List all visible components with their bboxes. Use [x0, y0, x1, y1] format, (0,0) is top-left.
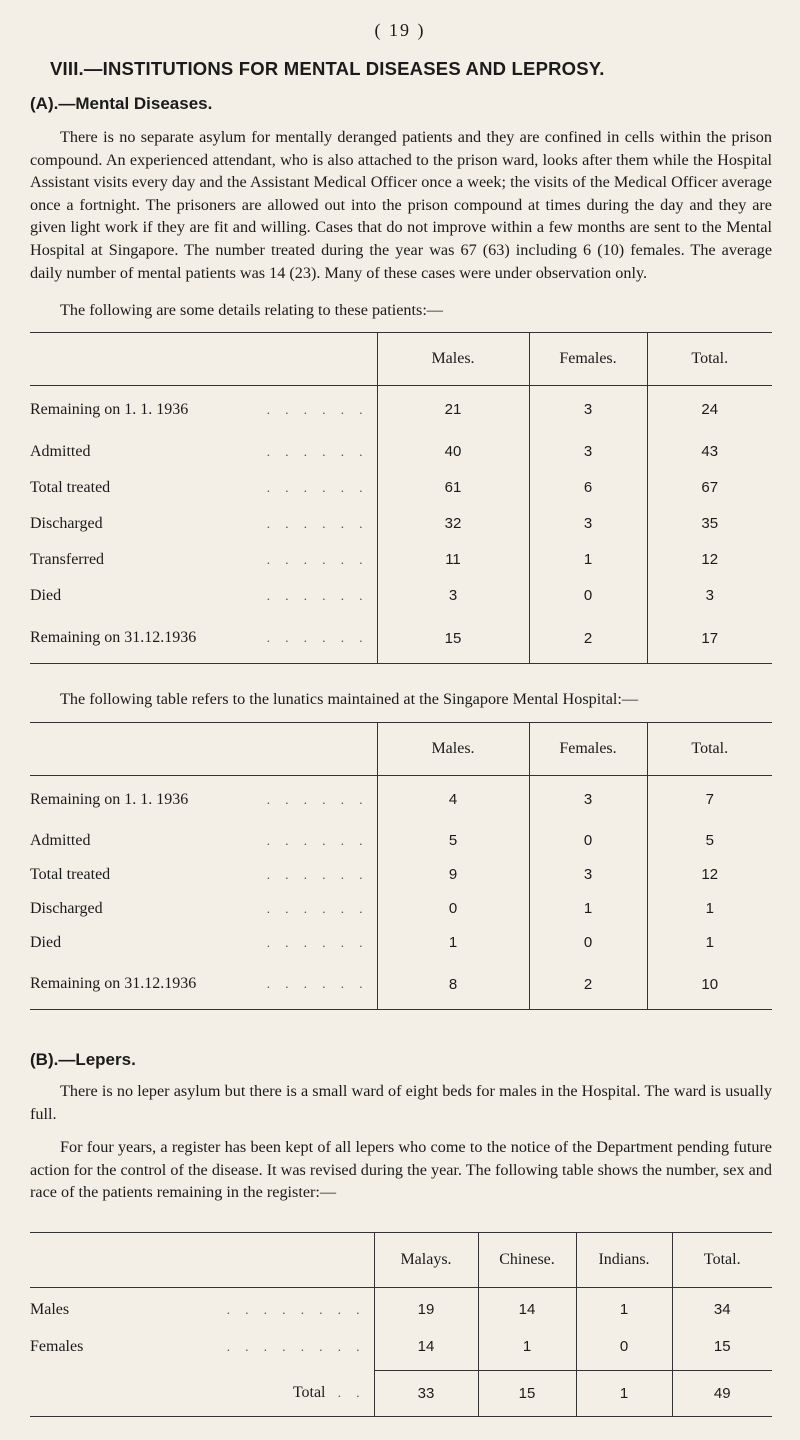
table-row	[30, 1332, 772, 1362]
row-label: Discharged . . . . . .	[30, 899, 369, 917]
table-row	[30, 960, 772, 1010]
cell-chinese: 15	[478, 1370, 576, 1416]
row-label: Remaining on 31.12.1936 . . . . . .	[30, 614, 377, 664]
header-blank	[30, 333, 377, 386]
row-label: Discharged . . . . . .	[30, 514, 369, 532]
cell-total: 49	[672, 1370, 772, 1416]
mental-diseases-paragraph: There is no separate asylum for mentally deranged patients and they are confined in cells within the prison compound. An experienced attendant, who is also attached to the prison ward, looks after them while the Hospital Assistant visits every day and the Assistant Medical Officer once a week; the visits of the Medical Officer average once a fortnight. The prisoners are allowed out into the prison compound at times during the day and they are given light work if they are fit and willing. Cases that do not improve within a few months are sent to the Mental Hospital at Singapore. The number treated during the year was 67 (63) including 6 (10) females. The average daily number of mental patients was 14 (23). Many of these cases were under observation only.	[30, 128, 772, 282]
row-label: Transferred . . . . . .	[30, 550, 369, 568]
cell-total: 1	[647, 926, 772, 960]
cell-females: 3	[529, 776, 647, 824]
table2-intro: The following table refers to the lunatics maintained at the Singapore Mental Hospital:—	[60, 690, 639, 708]
cell-indians: 1	[576, 1288, 672, 1332]
cell-total: 5	[647, 824, 772, 858]
cell-malays: 14	[374, 1332, 478, 1362]
cell-total: 12	[647, 858, 772, 892]
column-header: Males.	[377, 723, 529, 776]
cell-total: 35	[647, 506, 772, 542]
cell-malays: 33	[374, 1370, 478, 1416]
table-row	[30, 824, 772, 858]
cell-total: 43	[647, 434, 772, 470]
cell-total: 1	[647, 892, 772, 926]
column-header: Chinese.	[478, 1233, 576, 1288]
table-row	[30, 386, 772, 434]
table-row	[30, 858, 772, 892]
cell-males: 5	[377, 824, 529, 858]
cell-indians: 0	[576, 1332, 672, 1362]
cell-total: 7	[647, 776, 772, 824]
cell-males: 9	[377, 858, 529, 892]
cell-males: 3	[377, 578, 529, 614]
cell-females: 3	[529, 434, 647, 470]
row-label: Males . . . . . . . .	[30, 1300, 366, 1318]
cell-females: 1	[529, 542, 647, 578]
table-row	[30, 470, 772, 506]
cell-total: 17	[647, 614, 772, 664]
header-blank	[30, 1233, 374, 1288]
table-total-row	[30, 1370, 772, 1416]
table-header-row	[30, 723, 772, 776]
cell-total: 3	[647, 578, 772, 614]
row-label: Remaining on 1. 1. 1936 . . . . . .	[30, 790, 369, 808]
cell-total: 12	[647, 542, 772, 578]
column-header: Females.	[529, 723, 647, 776]
mental-diseases-heading: (A).—Mental Diseases.	[30, 94, 213, 113]
cell-total: 24	[647, 386, 772, 434]
table-row	[30, 1288, 772, 1332]
lepers-register-table	[30, 1232, 772, 1417]
row-label: Total . .	[30, 1370, 374, 1416]
cell-males: 8	[377, 960, 529, 1010]
cell-females: 3	[529, 858, 647, 892]
cell-males: 40	[377, 434, 529, 470]
cell-males: 15	[377, 614, 529, 664]
lepers-heading: (B).—Lepers.	[30, 1050, 136, 1069]
cell-males: 0	[377, 892, 529, 926]
cell-total: 34	[672, 1288, 772, 1332]
column-header: Indians.	[576, 1233, 672, 1288]
column-header: Total.	[672, 1233, 772, 1288]
row-label: Admitted . . . . . .	[30, 442, 369, 460]
cell-females: 2	[529, 614, 647, 664]
table1-intro: The following are some details relating to these patients:—	[60, 301, 443, 319]
cell-indians: 1	[576, 1370, 672, 1416]
section-heading: VIII.—INSTITUTIONS FOR MENTAL DISEASES AND LEPROSY.	[50, 58, 605, 79]
table-row	[30, 776, 772, 824]
table-row	[30, 926, 772, 960]
lepers-paragraph-1: There is no leper asylum but there is a small ward of eight beds for males in the Hospital. The ward is usually full.	[30, 1082, 772, 1123]
cell-chinese: 14	[478, 1288, 576, 1332]
cell-total: 67	[647, 470, 772, 506]
column-header: Total.	[647, 723, 772, 776]
singapore-hospital-table	[30, 722, 772, 1010]
lepers-paragraph-2: For four years, a register has been kept of all lepers who come to the notice of the Department pending future action for the control of the disease. It was revised during the year. The following table shows the number, sex and race of the patients remaining in the register:—	[30, 1138, 772, 1202]
cell-total: 10	[647, 960, 772, 1010]
row-label: Remaining on 31.12.1936 . . . . . .	[30, 960, 377, 1010]
cell-malays: 19	[374, 1288, 478, 1332]
cell-males: 32	[377, 506, 529, 542]
column-header: Females.	[529, 333, 647, 386]
row-label: Died . . . . . .	[30, 933, 369, 951]
cell-males: 21	[377, 386, 529, 434]
column-header: Malays.	[374, 1233, 478, 1288]
cell-males: 61	[377, 470, 529, 506]
table-header-row	[30, 1233, 772, 1288]
row-label: Total treated . . . . . .	[30, 478, 369, 496]
row-label: Females . . . . . . . .	[30, 1337, 366, 1355]
row-label: Died . . . . . .	[30, 586, 369, 604]
cell-females: 3	[529, 506, 647, 542]
cell-total: 15	[672, 1332, 772, 1362]
table-spacer	[30, 1362, 772, 1371]
page-number: ( 19 )	[374, 20, 426, 40]
header-blank	[30, 723, 377, 776]
cell-females: 3	[529, 386, 647, 434]
table-row	[30, 542, 772, 578]
mental-patients-table	[30, 332, 772, 664]
row-label: Admitted . . . . . .	[30, 831, 369, 849]
cell-males: 4	[377, 776, 529, 824]
table-row	[30, 892, 772, 926]
column-header: Total.	[647, 333, 772, 386]
row-label: Remaining on 1. 1. 1936 . . . . . .	[30, 400, 369, 418]
cell-males: 1	[377, 926, 529, 960]
table-row	[30, 506, 772, 542]
table-header-row	[30, 333, 772, 386]
column-header: Males.	[377, 333, 529, 386]
cell-females: 2	[529, 960, 647, 1010]
row-label: Total treated . . . . . .	[30, 865, 369, 883]
cell-females: 6	[529, 470, 647, 506]
cell-females: 0	[529, 926, 647, 960]
cell-females: 1	[529, 892, 647, 926]
table-row	[30, 578, 772, 614]
cell-chinese: 1	[478, 1332, 576, 1362]
cell-females: 0	[529, 824, 647, 858]
table-row	[30, 434, 772, 470]
cell-males: 11	[377, 542, 529, 578]
table-row	[30, 614, 772, 664]
cell-females: 0	[529, 578, 647, 614]
